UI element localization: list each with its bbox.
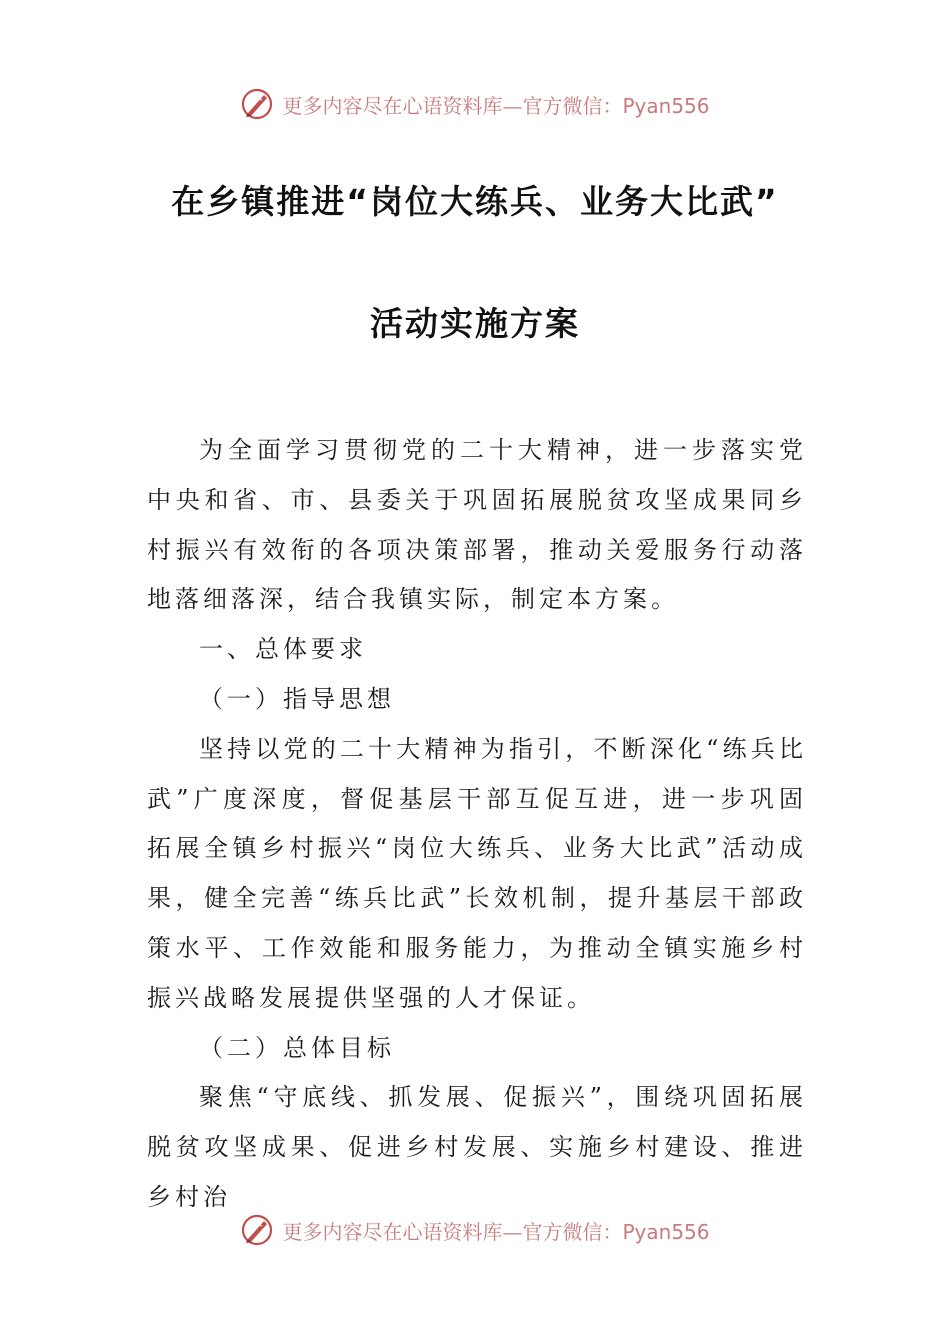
watermark-text: 更多内容尽在心语资料库—官方微信：Pyan556 [282,93,710,118]
document-title-line2: 活动实施方案 [370,304,580,343]
section-heading-1: 一、总体要求 [199,635,367,664]
subsection-heading-2: （二）总体目标 [199,1033,395,1062]
pen-logo-icon [240,1213,274,1247]
watermark-id: Pyan556 [622,93,710,118]
subsection-heading-1: （一）指导思想 [199,684,395,713]
guiding-thought-paragraph: 坚持以党的二十大精神为指引，不断深化“练兵比武”广度深度，督促基层干部互促互进，进一步巩固拓展全镇乡村振兴“岗位大练兵、业务大比武”活动成果，健全完善“练兵比武”长效机制，提升基层干部政策水平、工作效能和服务能力，为推动全镇实施乡村振兴战略发展提供坚强的人才保证。 [147,734,807,1012]
watermark-id: Pyan556 [622,1219,710,1244]
watermark-text: 更多内容尽在心语资料库—官方微信：Pyan556 [282,1219,710,1244]
header-watermark [0,82,950,126]
document-title-line1: 在乡镇推进“岗位大练兵、业务大比武” [171,182,779,221]
document-body [147,426,807,1223]
overall-goal-paragraph: 聚焦“守底线、抓发展、促振兴”，围绕巩固拓展脱贫攻坚成果、促进乡村发展、实施乡村建设、推进乡村治 [147,1083,807,1211]
footer-watermark [0,1208,950,1252]
intro-paragraph: 为全面学习贯彻党的二十大精神，进一步落实党中央和省、市、县委关于巩固拓展脱贫攻坚成果同乡村振兴有效衔的各项决策部署，推动关爱服务行动落地落细落深，结合我镇实际，制定本方案。 [147,436,807,614]
pen-logo-icon [240,87,274,121]
